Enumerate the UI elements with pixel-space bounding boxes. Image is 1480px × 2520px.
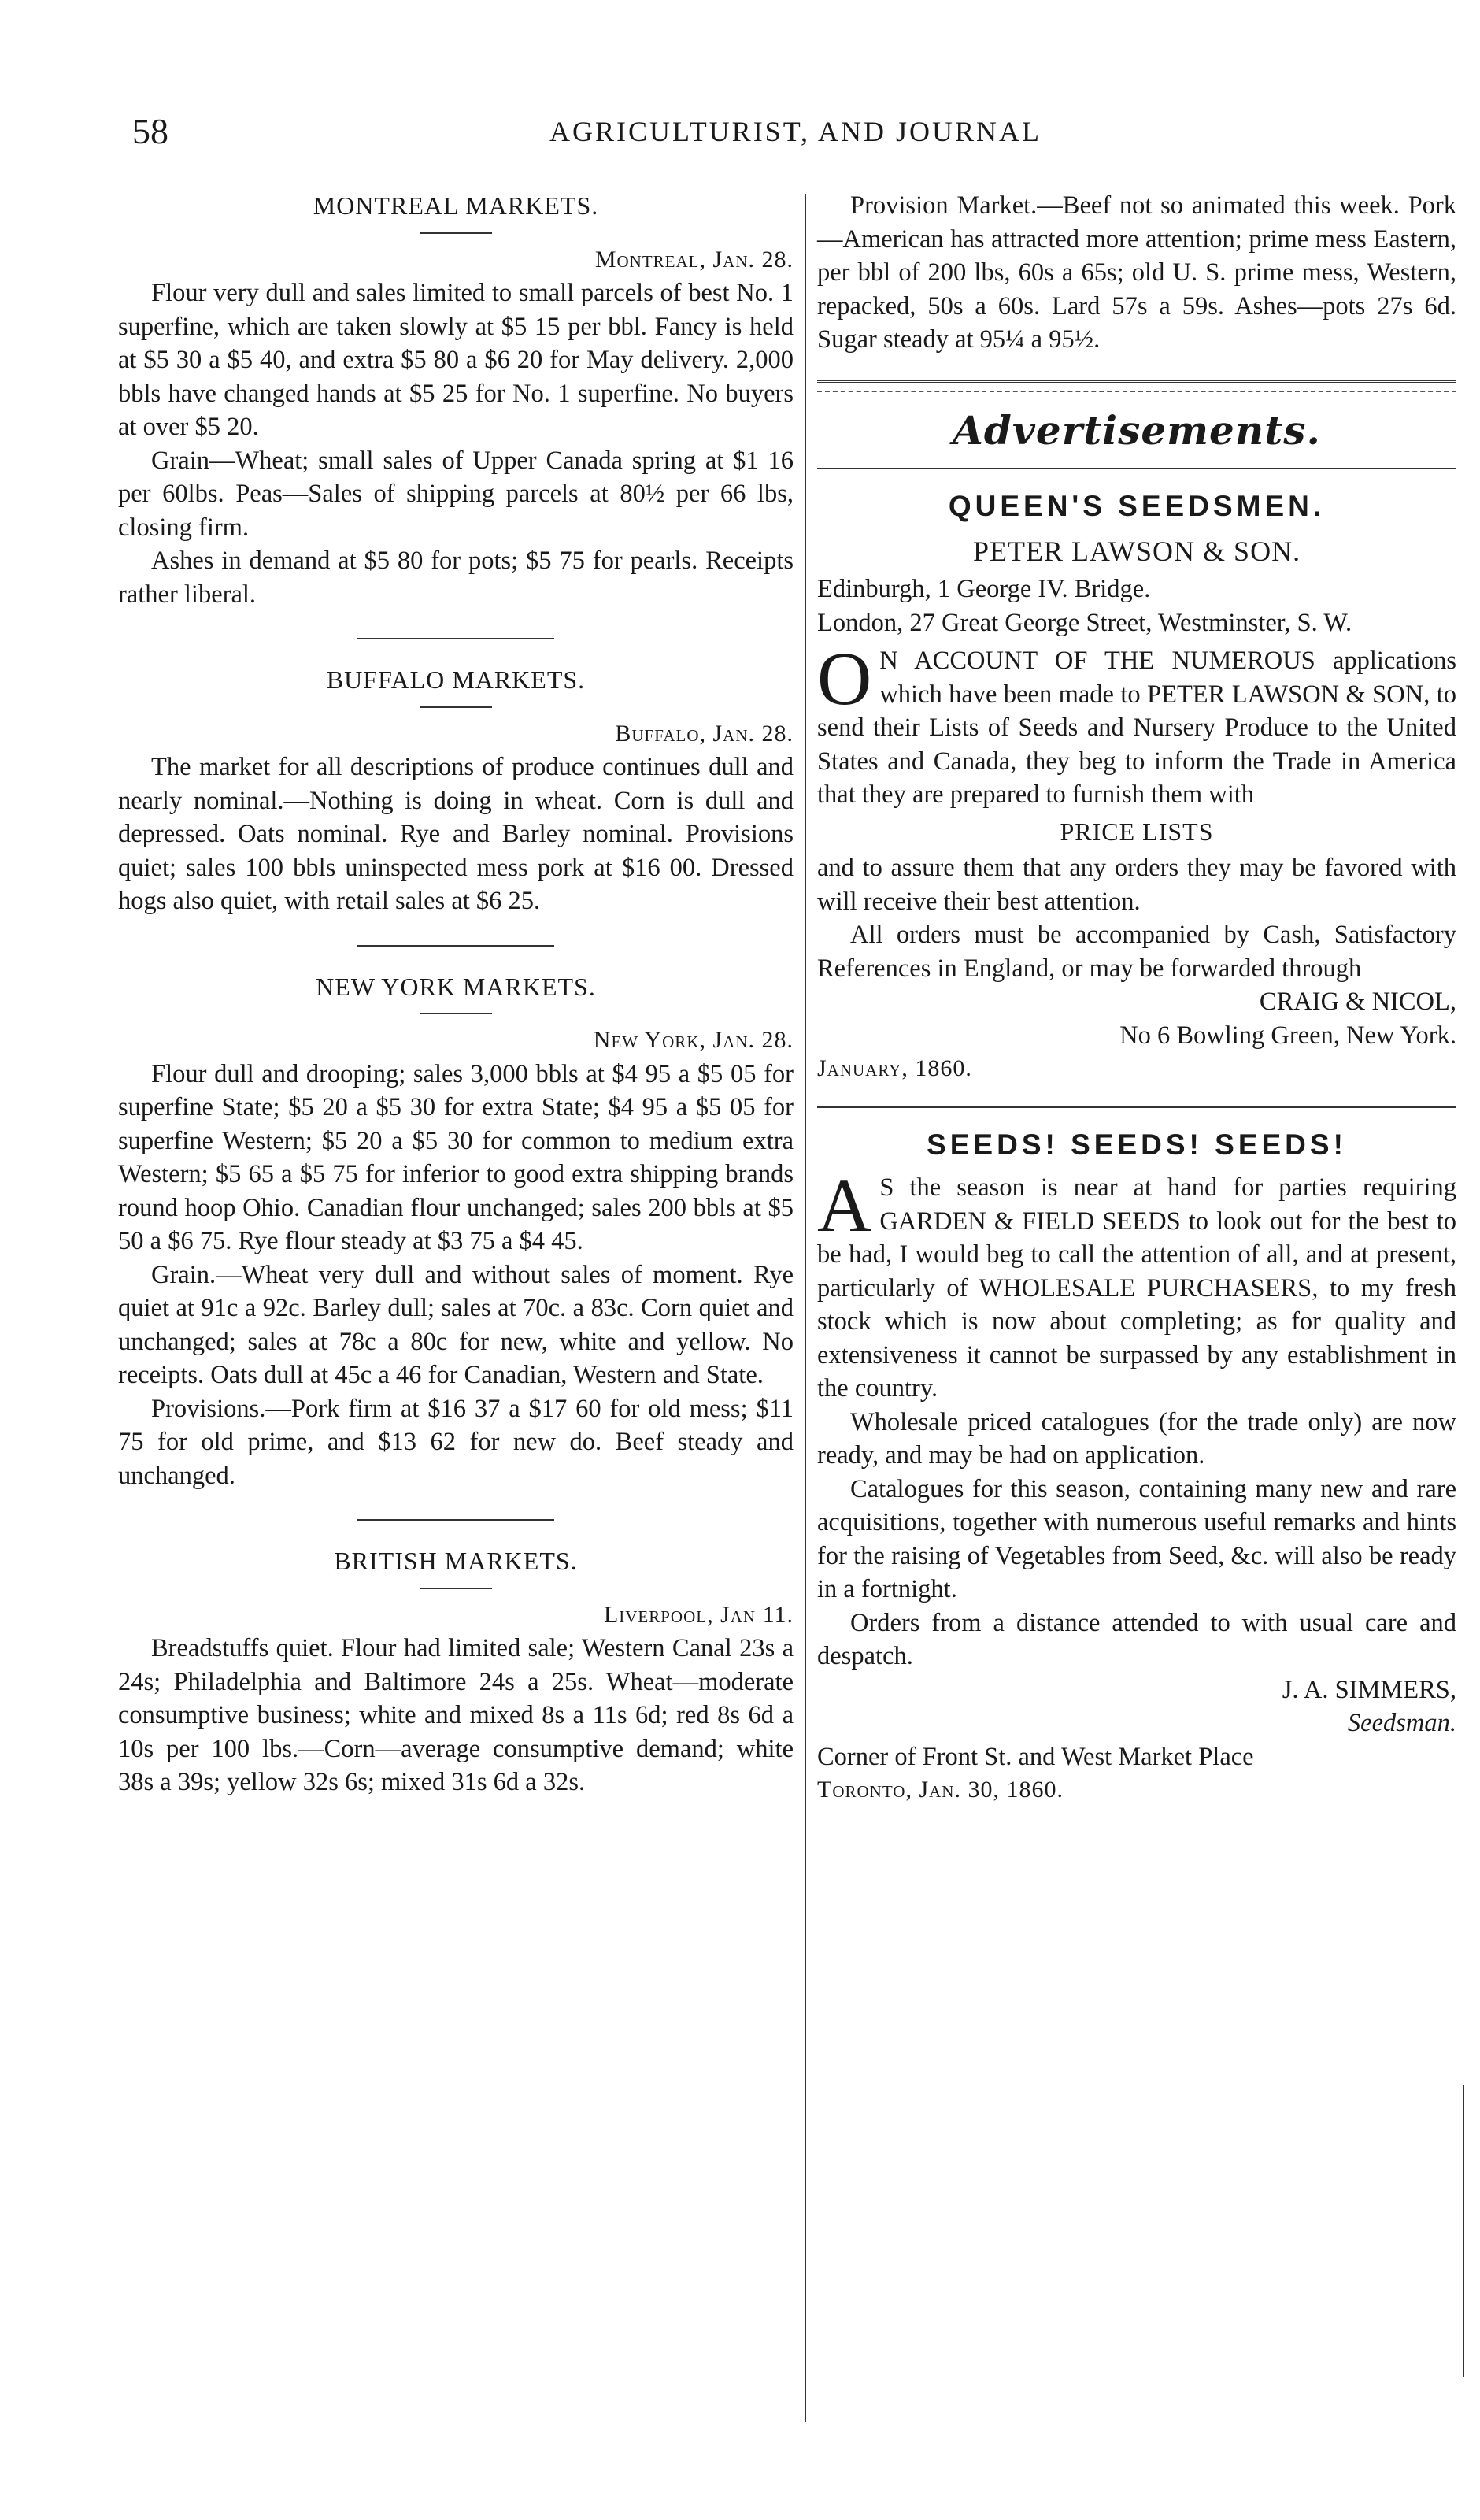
british-markets-article xyxy=(118,1544,794,1799)
drop-cap: A xyxy=(817,1163,872,1247)
heading-rule xyxy=(420,706,492,708)
heading-rule xyxy=(420,1588,492,1589)
dateline: Montreal, Jan. 28. xyxy=(594,246,794,272)
ad-heading: QUEEN'S SEEDSMEN. xyxy=(948,490,1326,522)
column-divider xyxy=(805,194,806,2422)
price-lists-label: PRICE LISTS xyxy=(1060,817,1214,846)
article-paragraph: Grain—Wheat; small sales of Upper Canada spring at $1 16 per 60lbs. Peas—Sales of shipping parcels at 80½ per 66 lbs, closing firm. xyxy=(118,446,794,542)
dateline: Buffalo, Jan. 28. xyxy=(615,720,794,747)
ad-rule xyxy=(817,468,1456,469)
article-paragraph: Provisions.—Pork firm at $16 37 a $17 60 for old mess; $11 75 for old prime, and $13 62 for new do. Beef steady and unchanged. xyxy=(118,1394,794,1490)
drop-cap: O xyxy=(817,636,872,721)
article-paragraph: The market for all descriptions of produce continues dull and nearly nominal.—Nothing is doing in wheat. Corn is dull and depressed. Oats nominal. Rye and Barley nominal. Provisions quiet; sales 100 bbls uninspected mess pork at $16 00. Dressed hogs also quiet, with retail sales at $6 25. xyxy=(118,753,794,915)
ad-heading: SEEDS! SEEDS! SEEDS! xyxy=(927,1128,1347,1161)
ad-paragraph xyxy=(817,636,1456,812)
dateline: New York, Jan. 28. xyxy=(593,1027,794,1053)
dateline: Liverpool, Jan 11. xyxy=(603,1601,794,1628)
running-head xyxy=(132,110,1471,158)
ad-paragraph xyxy=(817,1163,1456,1406)
double-rule xyxy=(817,380,1456,392)
new-york-markets-article xyxy=(118,970,794,1493)
ad-date: Toronto, Jan. 30, 1860. xyxy=(817,1777,1064,1803)
queens-seedsmen-ad xyxy=(817,490,1456,1086)
signature-title: Seedsman. xyxy=(1347,1709,1456,1737)
address-line: Corner of Front St. and West Market Place xyxy=(817,1742,1254,1771)
left-column xyxy=(118,189,794,1799)
buffalo-markets-article xyxy=(118,663,794,918)
agent-name: CRAIG & NICOL, xyxy=(1259,988,1456,1016)
section-heading: BUFFALO MARKETS. xyxy=(326,665,586,694)
column-edge-rule xyxy=(1463,2085,1464,2377)
ad-paragraph: Orders from a distance attended to with usual care and despatch. xyxy=(817,1608,1456,1670)
ad-paragraph: All orders must be accompanied by Cash, Satisfactory References in England, or may be forwarded through xyxy=(817,921,1456,983)
section-heading: NEW YORK MARKETS. xyxy=(316,972,596,1001)
section-separator xyxy=(357,1519,554,1521)
article-paragraph: Ashes in demand at $5 80 for pots; $5 75 for pearls. Receipts rather liberal. xyxy=(118,547,794,609)
agent-address: No 6 Bowling Green, New York. xyxy=(1119,1021,1456,1050)
heading-rule xyxy=(420,1013,492,1014)
ad-rule xyxy=(817,1106,1456,1108)
article-paragraph: Flour very dull and sales limited to small parcels of best No. 1 superfine, which are taken slowly at $5 15 per bbl. Fancy is held at $5 30 a $5 40, and extra $5 80 a $6 20 for May delivery. 2,000 bbls have changed hands at $5 25 for No. 1 superfine. No buyers at over $5 20. xyxy=(118,279,794,441)
section-separator xyxy=(357,638,554,639)
section-heading: MONTREAL MARKETS. xyxy=(313,191,599,220)
montreal-markets-article xyxy=(118,189,794,611)
address-line: London, 27 Great George Street, Westminster, S. W. xyxy=(817,608,1352,637)
signature: J. A. SIMMERS, xyxy=(1282,1675,1456,1704)
firm-name: PETER LAWSON & SON. xyxy=(972,535,1301,567)
ad-paragraph-text: S the season is near at hand for parties requiring GARDEN & FIELD SEEDS to look out for the best to be had, I would beg to call the attention of all, and at present, particularly of WHOLESALE PURCHASERS, to my fresh stock which is now about completing; as for quality and extensiveness it cannot be surpassed by any establishment in the country. xyxy=(817,1173,1456,1403)
address-line: Edinburgh, 1 George IV. Bridge. xyxy=(817,575,1151,603)
page-number: 58 xyxy=(132,111,168,151)
ad-paragraph-text: N ACCOUNT OF THE NUMEROUS applications which have been made to PETER LAWSON & SON, to send their Lists of Seeds and Nursery Produce to the United States and Canada, they beg to inform the Trade in America that they are prepared to furnish them with xyxy=(817,647,1456,809)
advertisements-heading: Advertisements. xyxy=(953,406,1321,454)
journal-title: AGRICULTURIST, AND JOURNAL xyxy=(549,116,1042,147)
article-paragraph: Breadstuffs quiet. Flour had limited sale; Western Canal 23s a 24s; Philadelphia and Baltimore 24s a 25s. Wheat—moderate consumptive business; white and mixed 8s a 11s 6d; red 8s 6d a 10s per 100 lbs.—Corn—average consumptive demand; white 38s a 39s; yellow 32s 6s; mixed 31s 6d a 32s. xyxy=(118,1634,794,1796)
seeds-ad xyxy=(817,1128,1456,1807)
section-separator xyxy=(357,945,554,947)
ad-paragraph: Wholesale priced catalogues (for the trade only) are now ready, and may be had on application. xyxy=(817,1407,1456,1469)
right-column xyxy=(817,189,1456,1807)
section-heading: BRITISH MARKETS. xyxy=(334,1547,578,1575)
article-paragraph: Flour dull and drooping; sales 3,000 bbls at $4 95 a $5 05 for superfine State; $5 20 a $5 30 for extra State; $4 95 a $5 05 for superfine Western; $5 20 a $5 30 for common to medium extra Western; $5 65 a $5 75 for inferior to good extra shipping brands round hoop Ohio. Canadian flour unchanged; sales 200 bbls at $5 50 a $6 75. Rye flour steady at $3 75 a $4 45. xyxy=(118,1059,794,1255)
ad-paragraph: and to assure them that any orders they may be favored with will receive their best attention. xyxy=(817,854,1456,916)
provision-market-paragraph: Provision Market.—Beef not so animated this week. Pork—American has attracted more attention; prime mess Eastern, per bbl of 200 lbs, 60s a 65s; old U. S. prime mess, Western, repacked, 50s a 60s. Lard 57s a 59s. Ashes—pots 27s 6d. Sugar steady at 95¼ a 95½. xyxy=(817,191,1456,354)
ad-paragraph: Catalogues for this season, containing many new and rare acquisitions, together with numerous useful remarks and hints for the raising of Vegetables from Seed, &c. will also be ready in a fortnight. xyxy=(817,1474,1456,1603)
ad-date: January, 1860. xyxy=(817,1055,972,1081)
heading-rule xyxy=(420,232,492,234)
article-paragraph: Grain.—Wheat very dull and without sales of moment. Rye quiet at 91c a 92c. Barley dull; sales at 70c. a 83c. Corn quiet and unchanged; sales at 78c a 80c for new, white and yellow. No receipts. Oats dull at 45c a 46 for Canadian, Western and State. xyxy=(118,1260,794,1389)
